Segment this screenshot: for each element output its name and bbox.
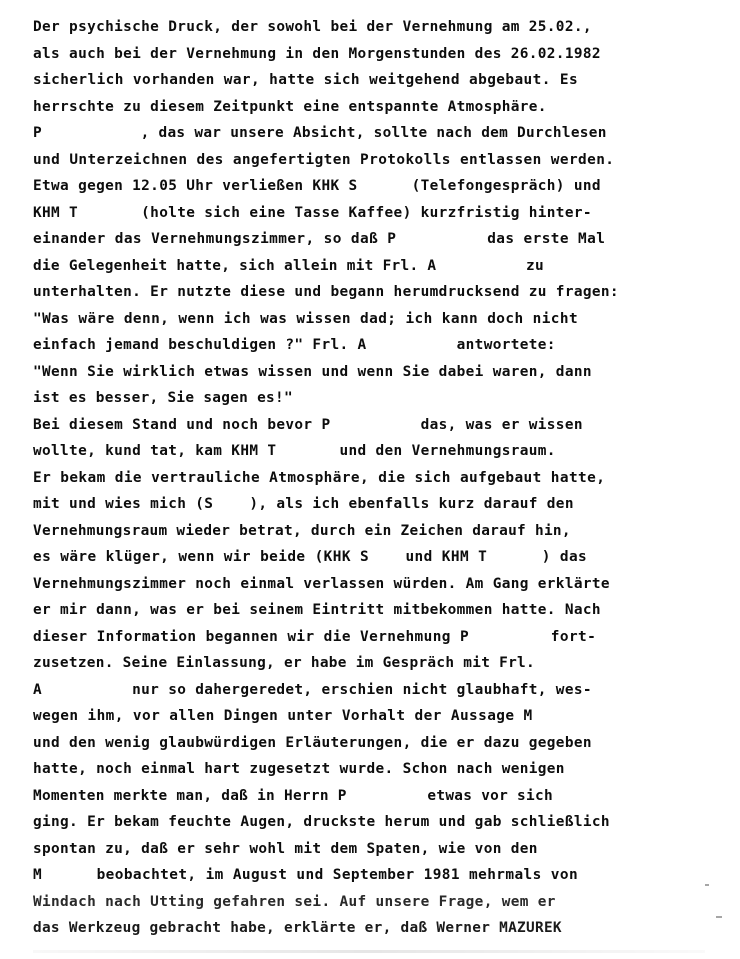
text-line: herrschte zu diesem Zeitpunkt eine entspannte Atmosphäre. [33,98,547,115]
text-line: als auch bei der Vernehmung in den Morgenstunden des 26.02.1982 [33,45,601,62]
page-bottom-smudge [33,950,705,953]
document-text-body [33,14,723,942]
text-line: "Was wäre denn, wenn ich was wissen dad; ich kann doch nicht [33,310,579,327]
text-line: es wäre klüger, wenn wir beide (KHK S und KHM T ) das [33,549,588,565]
text-line: dieser Information begannen wir die Vernehmung P fort- [33,628,597,645]
text-line: Windach nach Utting gefahren sei. Auf unsere Frage, wem er [33,893,556,910]
text-line: sicherlich vorhanden war, hatte sich weitgehend abgebaut. Es [33,72,579,88]
text-line: Der psychische Druck, der sowohl bei der Vernehmung am 25.02., [33,19,592,35]
text-line: die Gelegenheit hatte, sich allein mit Frl. A zu [33,257,544,274]
text-line: Er bekam die vertrauliche Atmosphäre, die sich aufgebaut hatte, [33,469,606,486]
text-line: spontan zu, daß er sehr wohl mit dem Spaten, wie von den [33,840,538,857]
text-line: zusetzen. Seine Einlassung, er habe im Gespräch mit Frl. [33,655,535,671]
text-line: ging. Er bekam feuchte Augen, druckste herum und gab schließlich [33,814,610,830]
text-line: mit und wies mich (S ), als ich ebenfalls kurz darauf den [33,496,574,512]
text-line: Bei diesem Stand und noch bevor P das, was er wissen [33,416,583,433]
text-line: "Wenn Sie wirklich etwas wissen und wenn Sie dabei waren, dann [33,363,592,380]
text-line: hatte, noch einmal hart zugesetzt wurde. Schon nach wenigen [33,761,565,777]
text-line: das Werkzeug gebracht habe, erklärte er, daß Werner MAZUREK [33,920,562,936]
text-line: Etwa gegen 12.05 Uhr verließen KHK S (Telefongespräch) und [33,178,601,194]
text-line: unterhalten. Er nutzte diese und begann herumdrucksend zu fragen: [33,284,619,300]
text-line: einfach jemand beschuldigen ?" Frl. A antwortete: [33,337,556,353]
text-line: P , das war unsere Absicht, sollte nach dem Durchlesen [33,125,607,141]
text-line: einander das Vernehmungszimmer, so daß P das erste Mal [33,231,606,247]
scan-speck [716,916,722,918]
text-line: er mir dann, was er bei seinem Eintritt mitbekommen hatte. Nach [33,602,601,618]
text-line: und den wenig glaubwürdigen Erläuterungen, die er dazu gegeben [33,734,592,751]
text-line: KHM T (holte sich eine Tasse Kaffee) kurzfristig hinter- [33,204,592,221]
text-line: wegen ihm, vor allen Dingen unter Vorhalt der Aussage M [33,708,533,724]
text-line: wollte, kund tat, kam KHM T und den Vernehmungsraum. [33,443,556,459]
text-line: und Unterzeichnen des angefertigten Protokolls entlassen werden. [33,151,615,168]
scan-speck [705,884,709,886]
text-line: Vernehmungszimmer noch einmal verlassen würden. Am Gang erklärte [33,575,610,592]
text-line: A nur so dahergeredet, erschien nicht glaubhaft, wes- [33,681,592,698]
text-line: Vernehmungsraum wieder betrat, durch ein Zeichen darauf hin, [33,522,571,539]
text-line: ist es besser, Sie sagen es!" [33,390,293,406]
text-line: M beobachtet, im August und September 1981 mehrmals von [33,867,579,883]
text-line: Momenten merkte man, daß in Herrn P etwas vor sich [33,787,553,804]
